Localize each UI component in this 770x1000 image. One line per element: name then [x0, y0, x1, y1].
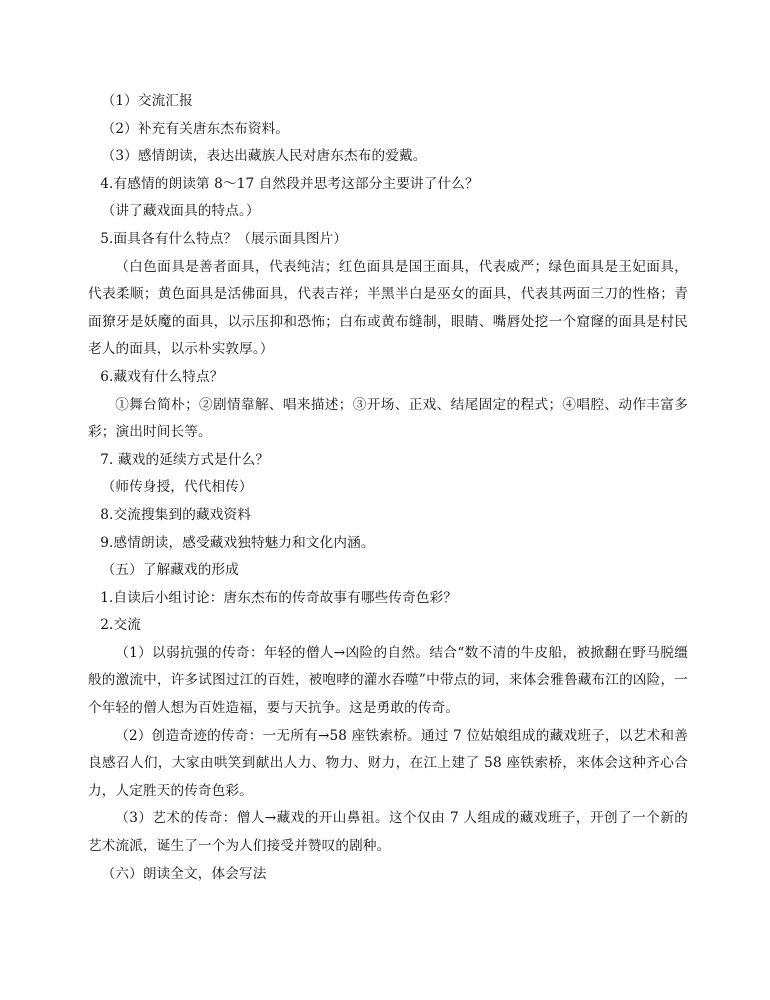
question-8: 8.交流搜集到的藏戏资料 [100, 506, 251, 523]
question-5: 5.面具各有什么特点？（展示面具图片） [100, 230, 348, 247]
item-exchange-report: （1）交流汇报 [101, 93, 193, 109]
answer-7: （师传身授，代代相传） [101, 479, 253, 496]
question-6: 6.藏戏有什么特点？ [100, 368, 224, 385]
section-6-heading: （六）朗读全文，体会写法 [101, 865, 267, 882]
question-7: 7. 藏戏的延续方式是什么？ [100, 451, 270, 468]
legend-point-1: （1）以弱抗强的传奇：年轻的僧人→凶险的自然。结合“数不清的牛皮船，被掀翻在野马脱缰般的激流中，许多试图过江的百姓，被咆哮的灌水吞噬”中带点的词，来体会雅鲁藏布江的凶险，一个年轻的僧人想为百姓造福，要与天抗争。这是勇敢的传奇。 [88, 644, 688, 717]
item-emotional-reading: （3）感情朗读，表达出藏族人民对唐东杰布的爱戴。 [101, 148, 427, 165]
item-supplement-info: （2）补充有关唐东杰布资料。 [101, 120, 290, 137]
legend-point-2: （2）创造奇迹的传奇：一无所有→58 座铁索桥。通过 7 位姑娘组成的藏戏班子，以艺术和善良感召人们，大家由哄笑到献出人力、物力、财力，在江上建了 58 座铁索桥，来体会这种齐心合力，人定胜天的传奇色彩。 [88, 727, 688, 799]
legend-point-3: （3）艺术的传奇：僧人→藏戏的开山鼻祖。这个仅由 7 人组成的藏戏班子，开创了一个新的艺术流派，诞生了一个为人们接受并赞叹的剧种。 [88, 810, 688, 855]
question-9: 9.感情朗读，感受藏戏独特魅力和文化内涵。 [100, 534, 375, 551]
answer-4: （讲了藏戏面具的特点。） [101, 203, 260, 220]
section-5-question-1: 1.自读后小组讨论：唐东杰布的传奇故事有哪些传奇色彩？ [100, 589, 458, 606]
answer-6: ①舞台简朴；②剧情靠解、唱来描述；③开场、正戏、结尾固定的程式；④唱腔、动作丰富多彩；演出时间长等。 [88, 396, 688, 441]
question-4: 4.有感情的朗读第 8～17 自然段并思考这部分主要讲了什么？ [100, 175, 479, 192]
section-5-heading: （五）了解藏戏的形成 [101, 562, 240, 579]
answer-5-masks: （白色面具是善者面具，代表纯洁；红色面具是国王面具，代表威严；绿色面具是王妃面具，代表柔顺；黄色面具是活佛面具，代表吉祥；半黑半白是巫女的面具，代表其两面三刀的性格；青面獠牙是妖魔的面具，以示压抑和恐怖；白布或黄布缝制，眼睛、嘴唇处挖一个窟窿的面具是村民老人的面具，以示朴实敦厚。） [88, 258, 688, 358]
document-page [88, 88, 688, 888]
section-5-question-2: 2.交流 [100, 617, 141, 634]
